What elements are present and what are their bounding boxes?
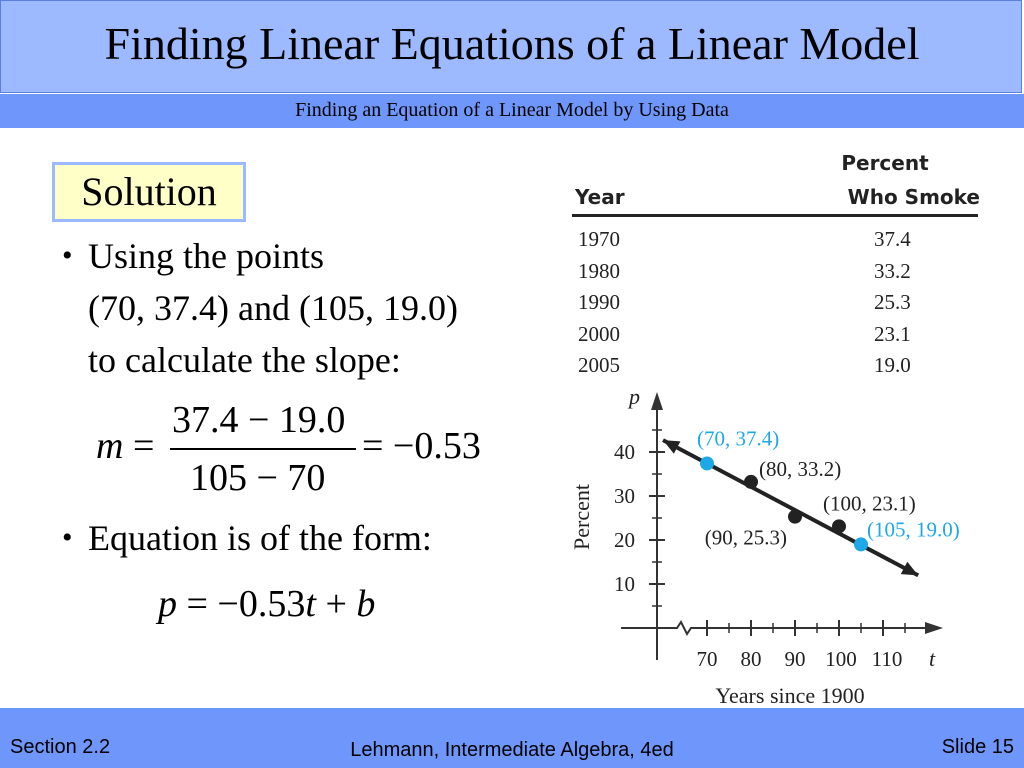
slope-lhs: m = bbox=[96, 425, 155, 467]
y-tick-label: 20 bbox=[614, 528, 635, 552]
table-cell-year: 1970 bbox=[578, 227, 620, 251]
x-tick-label: 70 bbox=[696, 647, 718, 671]
table-cell-percent: 19.0 bbox=[874, 353, 911, 377]
data-point bbox=[832, 519, 846, 533]
slope-denominator: 105 − 70 bbox=[190, 457, 326, 499]
fraction-bar bbox=[170, 448, 356, 450]
slope-numerator: 37.4 − 19.0 bbox=[172, 399, 346, 441]
x-tick-label: 100 bbox=[825, 647, 857, 671]
table-cell-year: 1990 bbox=[578, 290, 620, 314]
y-variable-label: p bbox=[629, 384, 640, 409]
bullet-marker: • bbox=[62, 521, 73, 554]
bullet-marker: • bbox=[62, 239, 73, 272]
x-tick-label: 90 bbox=[784, 647, 806, 671]
x-axis-title: Years since 1900 bbox=[715, 683, 865, 708]
bullet-1-line-1: Using the points bbox=[88, 236, 325, 276]
table-cell-percent: 25.3 bbox=[874, 290, 911, 314]
table-header-year: Year bbox=[575, 185, 625, 209]
x-tick-label: 80 bbox=[740, 647, 762, 671]
y-axis-title: Percent bbox=[569, 484, 594, 550]
footer-book: Lehmann, Intermediate Algebra, 4ed bbox=[350, 739, 674, 761]
table-cell-year: 2000 bbox=[578, 321, 620, 346]
y-tick-label: 30 bbox=[614, 484, 635, 508]
x-variable-label: t bbox=[929, 646, 936, 671]
y-tick-label: 10 bbox=[614, 572, 635, 596]
data-point bbox=[854, 537, 868, 551]
data-point-label: (70, 37.4) bbox=[697, 426, 780, 451]
table-header-who-smoke: Who Smoke bbox=[847, 185, 980, 209]
data-point bbox=[700, 456, 714, 470]
footer-section: Section 2.2 bbox=[10, 736, 111, 758]
solution-label: Solution bbox=[81, 169, 217, 214]
table-cell-year: 2005 bbox=[578, 353, 620, 377]
slope-result: = −0.53 bbox=[362, 425, 481, 467]
x-axis-arrow bbox=[925, 622, 943, 634]
slide-subtitle: Finding an Equation of a Linear Model by Using Data bbox=[295, 99, 729, 121]
bullet-2-line-1: Equation is of the form: bbox=[88, 518, 432, 558]
data-point-label: (90, 25.3) bbox=[704, 525, 787, 550]
table-cell-percent: 23.1 bbox=[874, 321, 911, 346]
bullet-1-line-3: to calculate the slope: bbox=[88, 340, 401, 380]
slide-title: Finding Linear Equations of a Linear Model bbox=[104, 18, 920, 69]
data-point bbox=[744, 475, 758, 489]
data-point-label: (100, 23.1) bbox=[823, 491, 916, 516]
form-equation: p = −0.53t + b bbox=[158, 583, 376, 625]
table-header-percent: Percent bbox=[841, 151, 929, 175]
footer-slide-number: Slide 15 bbox=[941, 736, 1014, 758]
smoking-chart bbox=[565, 380, 995, 710]
y-tick-label: 40 bbox=[614, 440, 635, 464]
data-point bbox=[788, 510, 802, 524]
bullet-1-line-2: (70, 37.4) and (105, 19.0) bbox=[88, 288, 458, 328]
y-axis-arrow bbox=[651, 392, 663, 410]
table-header-rule bbox=[572, 214, 978, 217]
data-point-label: (105, 19.0) bbox=[867, 517, 960, 542]
x-tick-label: 110 bbox=[871, 647, 903, 671]
x-axis bbox=[621, 622, 935, 634]
data-point-label: (80, 33.2) bbox=[759, 456, 842, 481]
table-cell-percent: 37.4 bbox=[874, 227, 911, 251]
table-cell-percent: 33.2 bbox=[874, 258, 911, 283]
table-cell-year: 1980 bbox=[578, 258, 620, 283]
